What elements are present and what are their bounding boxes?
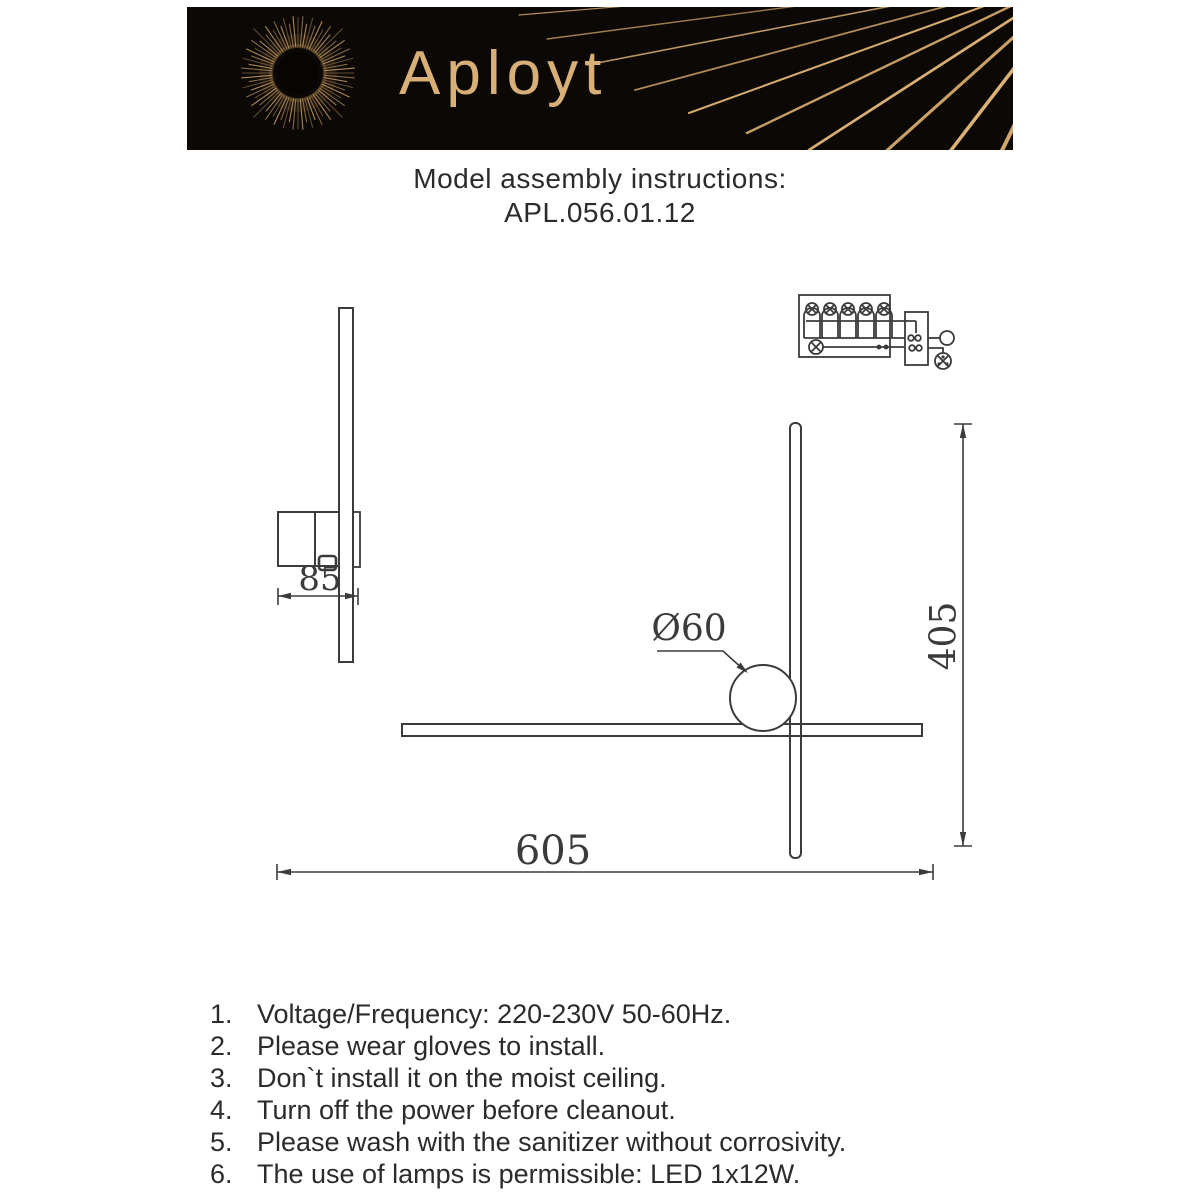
- wiring-diagram: [799, 295, 954, 369]
- instruction-text: Please wear gloves to install.: [257, 1031, 606, 1061]
- instruction-item: [210, 1126, 1020, 1158]
- plug-icon: [940, 331, 954, 345]
- instruction-item: [210, 1158, 1020, 1190]
- title-line-1: Model assembly instructions:: [413, 163, 787, 194]
- instruction-item: [210, 1030, 1020, 1062]
- instruction-number: 1.: [210, 999, 233, 1029]
- instruction-text: Voltage/Frequency: 220-230V 50-60Hz.: [257, 999, 732, 1029]
- dim-605-lines: [277, 864, 933, 880]
- ground-lamp-icon: [935, 353, 951, 369]
- instruction-number: 5.: [210, 1127, 233, 1157]
- instructions-list: [210, 998, 1020, 1190]
- title-line-2: APL.056.01.12: [504, 197, 696, 228]
- instruction-text: Turn off the power before cleanout.: [257, 1095, 676, 1125]
- instruction-item: [210, 1062, 1020, 1094]
- side-view-drawing: [278, 308, 360, 662]
- instruction-text: Don`t install it on the moist ceiling.: [257, 1063, 667, 1093]
- instruction-number: 3.: [210, 1063, 233, 1093]
- instruction-item: [210, 998, 1020, 1030]
- instruction-item: [210, 1094, 1020, 1126]
- instruction-text: The use of lamps is permissible: LED 1x12W.: [257, 1159, 801, 1189]
- brand-logo-text: Aployt: [399, 39, 608, 108]
- instruction-number: 4.: [210, 1095, 233, 1125]
- instruction-number: 6.: [210, 1159, 233, 1189]
- lamp-icon: [809, 340, 823, 354]
- dim-label-diameter-60: Ø60: [651, 608, 727, 650]
- dim-label-85: 85: [298, 559, 342, 599]
- instruction-number: 2.: [210, 1031, 233, 1061]
- dim-label-405: 405: [923, 601, 965, 671]
- instruction-text: Please wash with the sanitizer without corrosivity.: [257, 1127, 847, 1157]
- dim-label-605: 605: [514, 828, 592, 874]
